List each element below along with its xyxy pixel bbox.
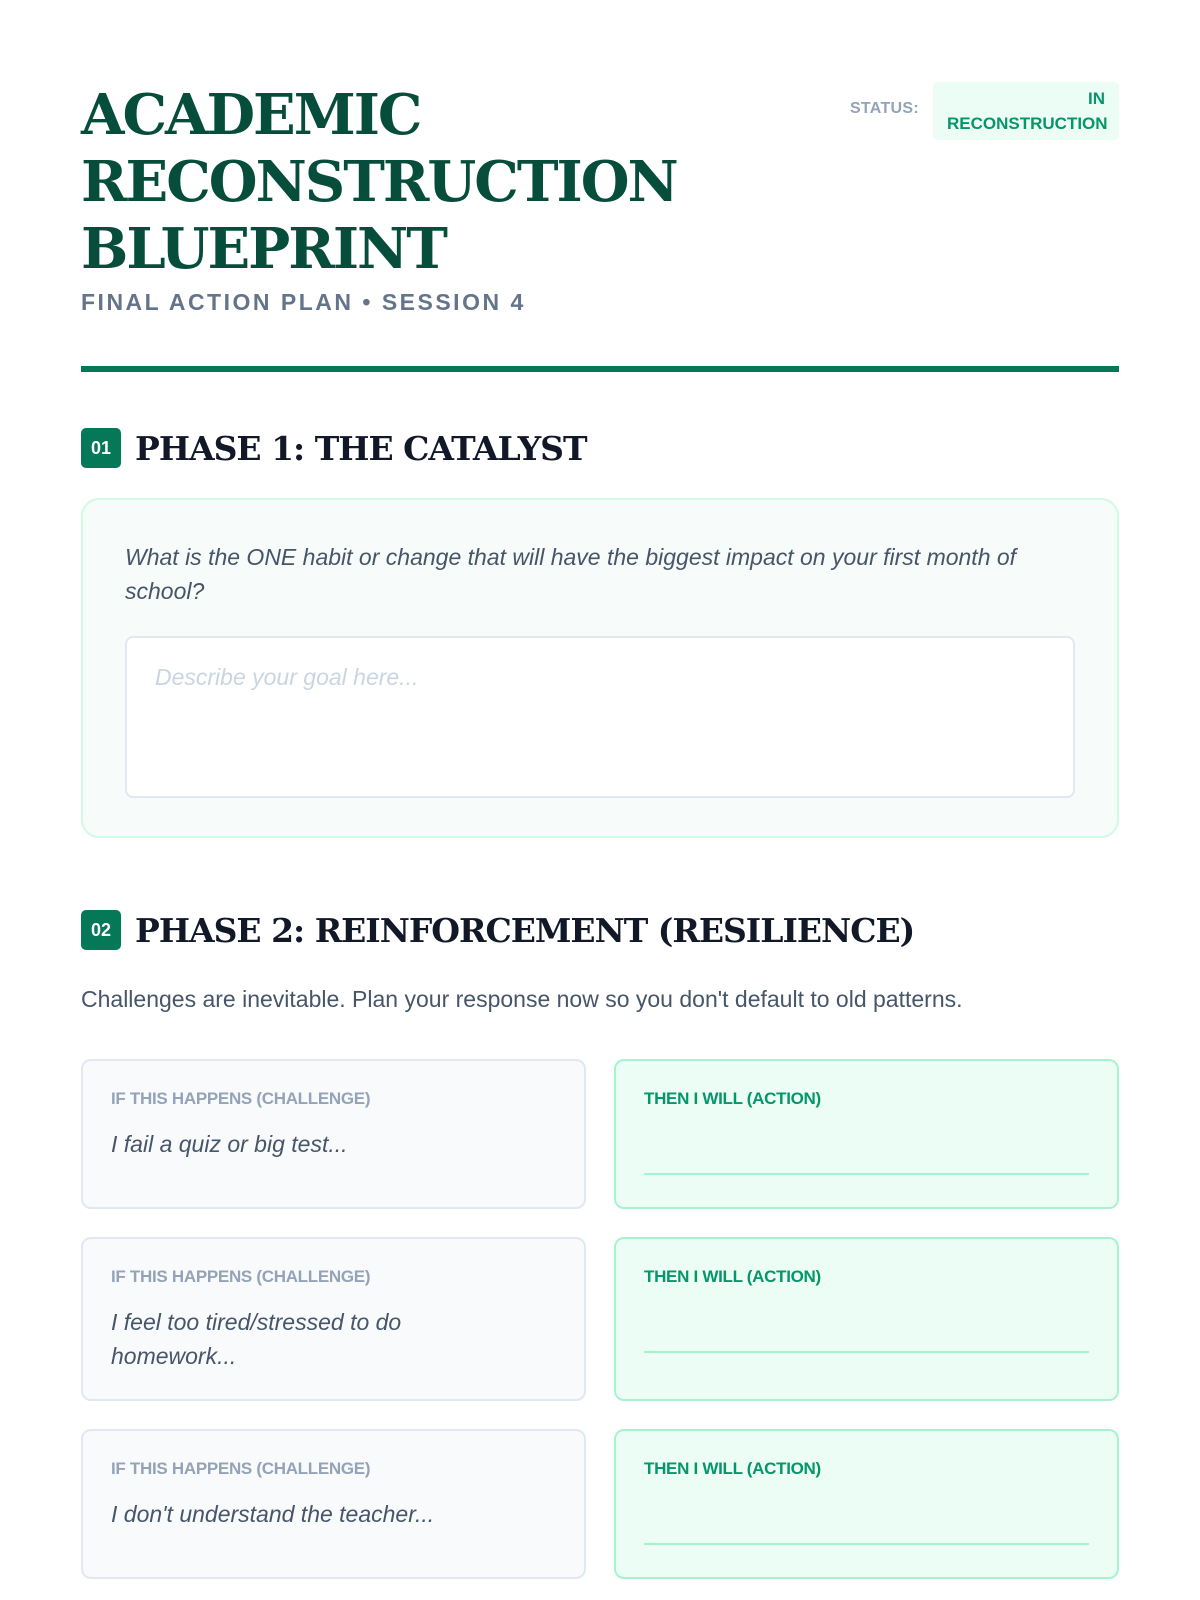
status-badge-line: IN xyxy=(1088,89,1105,108)
section-number-badge: 01 xyxy=(81,428,121,468)
title-line: ACADEMIC xyxy=(81,82,421,148)
catalyst-question: What is the ONE habit or change that will have the biggest impact on your first month of school? xyxy=(125,544,1017,604)
challenge-label: IF THIS HAPPENS (CHALLENGE) xyxy=(111,1459,371,1478)
status-label: STATUS: xyxy=(849,100,919,117)
section-title: PHASE 1: THE CATALYST xyxy=(135,428,587,468)
challenge-card xyxy=(81,1237,586,1401)
action-label: THEN I WILL (ACTION) xyxy=(644,1089,821,1108)
title-line: BLUEPRINT xyxy=(81,216,446,282)
challenge-text: I fail a quiz or big test... xyxy=(111,1131,348,1157)
phase-2-section xyxy=(81,910,1119,1579)
action-card xyxy=(614,1059,1119,1209)
action-label: THEN I WILL (ACTION) xyxy=(644,1267,821,1286)
section-description: Challenges are inevitable. Plan your response now so you don't default to old patterns. xyxy=(81,986,963,1012)
challenge-label: IF THIS HAPPENS (CHALLENGE) xyxy=(111,1089,371,1108)
challenge-text: I feel too tired/stressed to do homework... xyxy=(111,1309,402,1369)
page-title xyxy=(81,82,701,283)
action-label: THEN I WILL (ACTION) xyxy=(644,1459,821,1478)
action-input[interactable] xyxy=(644,1125,1089,1175)
status-indicator xyxy=(850,82,1119,140)
action-card xyxy=(614,1429,1119,1579)
status-badge-line: RECONSTRUCTION xyxy=(947,114,1108,133)
goal-textarea[interactable] xyxy=(125,636,1075,798)
section-title: PHASE 2: REINFORCEMENT (RESILIENCE) xyxy=(135,910,915,950)
challenge-card xyxy=(81,1059,586,1209)
challenge-text: I don't understand the teacher... xyxy=(111,1501,435,1527)
header xyxy=(81,82,1119,366)
action-card xyxy=(614,1237,1119,1401)
challenge-card xyxy=(81,1429,586,1579)
header-divider xyxy=(81,366,1119,372)
section-number-badge: 02 xyxy=(81,910,121,950)
phase-1-section xyxy=(81,428,1119,838)
action-input[interactable] xyxy=(644,1495,1089,1545)
catalyst-card xyxy=(81,498,1119,838)
section-header xyxy=(81,910,1119,950)
challenge-label: IF THIS HAPPENS (CHALLENGE) xyxy=(111,1267,371,1286)
page-subtitle: FINAL ACTION PLAN • SESSION 4 xyxy=(81,289,526,315)
title-line: RECONSTRUCTION xyxy=(81,149,677,215)
status-badge xyxy=(933,82,1119,140)
section-header xyxy=(81,428,1119,468)
action-input[interactable] xyxy=(644,1303,1089,1353)
if-then-grid xyxy=(81,1059,1119,1579)
